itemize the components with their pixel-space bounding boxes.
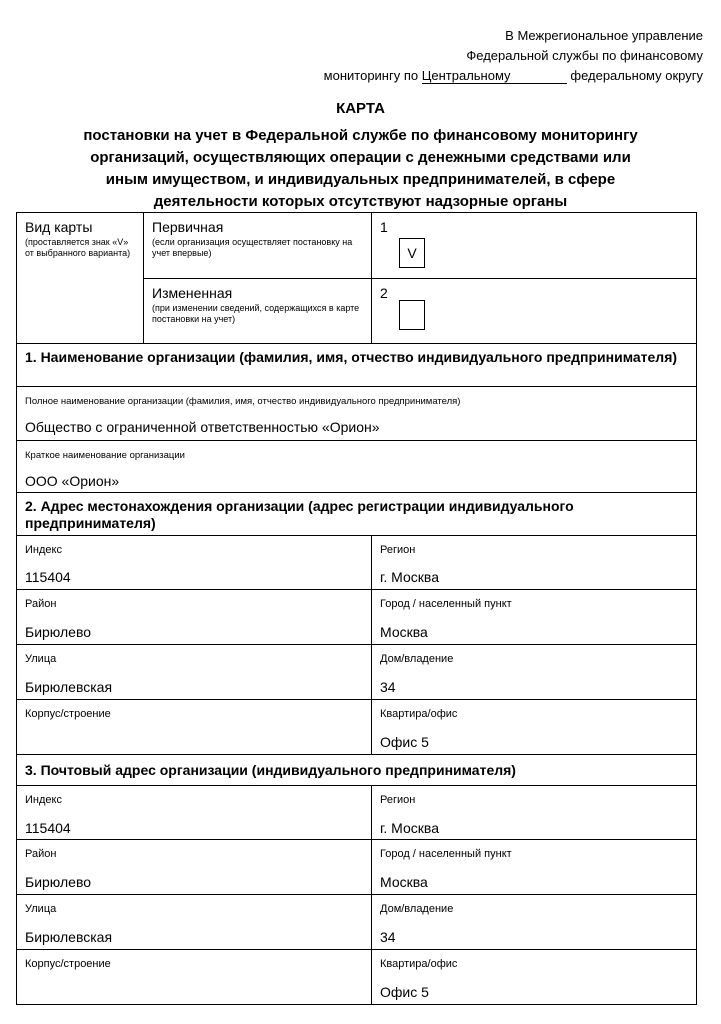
s2-region-value[interactable]: г. Москва [380, 569, 439, 585]
section-3-header [17, 755, 696, 786]
short-name-value[interactable]: ООО «Орион» [25, 473, 120, 489]
changed-hint: (при изменении сведений, содержащихся в карте постановки на учет) [152, 303, 360, 324]
s2-city-cell [372, 590, 696, 645]
section-2-header [17, 493, 696, 536]
s3-office-label: Квартира/офис [380, 958, 458, 970]
s3-building-cell [17, 950, 372, 1004]
district-field[interactable]: Центральному [422, 69, 567, 84]
s2-building-label: Корпус/строение [25, 708, 111, 720]
short-name-label: Краткое наименование организации [25, 450, 185, 461]
full-name-cell [17, 387, 696, 441]
changed-label: Измененная [152, 285, 233, 301]
s2-index-cell [17, 536, 372, 590]
addressee-suffix: федеральному округу [570, 68, 703, 83]
s3-house-label: Дом/владение [380, 903, 454, 915]
s3-district-cell [17, 840, 372, 895]
subtitle-line-3: иным имуществом, и индивидуальных предпринимателей, в сфере [105, 171, 616, 188]
s2-index-label: Индекс [25, 544, 62, 556]
subtitle-line-2: организаций, осуществляющих операции с денежными средствами или [90, 149, 631, 166]
changed-label-cell [144, 279, 372, 344]
registration-form [16, 212, 697, 1005]
s3-district-value[interactable]: Бирюлево [25, 874, 92, 890]
s3-house-value[interactable]: 34 [380, 929, 396, 945]
s3-city-label: Город / населенный пункт [380, 848, 512, 860]
s2-region-label: Регион [380, 544, 416, 556]
card-type-label-cell [17, 213, 144, 344]
full-name-value[interactable]: Общество с ограниченной ответственностью «Орион» [25, 419, 380, 435]
primary-label-cell [144, 213, 372, 279]
full-name-label: Полное наименование организации (фамилия, имя, отчество индивидуального предпринимателя) [25, 396, 461, 407]
s2-index-value[interactable]: 115404 [25, 569, 71, 585]
s2-street-label: Улица [25, 653, 57, 665]
s2-street-cell [17, 645, 372, 700]
s3-house-cell [372, 895, 696, 950]
short-name-cell [17, 441, 696, 493]
document-title: КАРТА [336, 100, 385, 117]
s3-index-cell [17, 786, 372, 840]
s2-house-label: Дом/владение [380, 653, 454, 665]
changed-choice-cell [372, 279, 696, 344]
changed-checkbox[interactable] [399, 300, 425, 330]
s3-district-label: Район [25, 848, 57, 860]
s2-district-cell [17, 590, 372, 645]
primary-label: Первичная [152, 219, 224, 235]
s2-street-value[interactable]: Бирюлевская [25, 679, 113, 695]
card-type-hint: (проставляется знак «V» от выбранного варианта) [25, 237, 131, 258]
s3-region-label: Регион [380, 794, 416, 806]
primary-number: 1 [380, 219, 388, 235]
s3-office-value[interactable]: Офис 5 [380, 984, 429, 1000]
primary-choice-cell [372, 213, 696, 279]
s3-street-cell [17, 895, 372, 950]
s2-office-label: Квартира/офис [380, 708, 458, 720]
section-2-title: 2. Адрес местонахождения организации (адрес регистрации индивидуального предпринимателя) [25, 498, 574, 531]
section-3-title: 3. Почтовый адрес организации (индивидуального предпринимателя) [25, 762, 516, 778]
s2-building-cell [17, 700, 372, 755]
addressee-prefix: мониторингу по [323, 68, 419, 83]
subtitle-line-4: деятельности которых отсутствуют надзорные органы [153, 193, 568, 210]
s2-city-label: Город / населенный пункт [380, 598, 512, 610]
s3-street-label: Улица [25, 903, 57, 915]
s3-index-label: Индекс [25, 794, 62, 806]
s2-region-cell [372, 536, 696, 590]
primary-checkbox[interactable]: V [399, 238, 425, 268]
s3-city-value[interactable]: Москва [380, 874, 428, 890]
subtitle-line-1: постановки на учет в Федеральной службе по финансовому мониторингу [83, 127, 638, 144]
s3-index-value[interactable]: 115404 [25, 820, 71, 836]
s2-district-value[interactable]: Бирюлево [25, 624, 92, 640]
primary-hint: (если организация осуществляет постановку на учет впервые) [152, 237, 353, 258]
s3-region-value[interactable]: г. Москва [380, 820, 439, 836]
s3-building-label: Корпус/строение [25, 958, 111, 970]
addressee-line-1: В Межрегиональное управление [505, 28, 703, 43]
s2-house-value[interactable]: 34 [380, 679, 396, 695]
card-type-label: Вид карты [25, 219, 93, 235]
section-1-header [17, 344, 696, 387]
addressee-line-2: Федеральной службы по финансовому [466, 48, 703, 63]
changed-number: 2 [380, 285, 388, 301]
s2-district-label: Район [25, 598, 57, 610]
s2-office-cell [372, 700, 696, 755]
s2-office-value[interactable]: Офис 5 [380, 734, 429, 750]
s3-street-value[interactable]: Бирюлевская [25, 929, 113, 945]
s2-city-value[interactable]: Москва [380, 624, 428, 640]
section-1-title: 1. Наименование организации (фамилия, имя, отчество индивидуального предпринимателя) [25, 349, 678, 365]
s2-house-cell [372, 645, 696, 700]
s3-region-cell [372, 786, 696, 840]
s3-office-cell [372, 950, 696, 1004]
s3-city-cell [372, 840, 696, 895]
addressee-line-3 [324, 68, 703, 84]
